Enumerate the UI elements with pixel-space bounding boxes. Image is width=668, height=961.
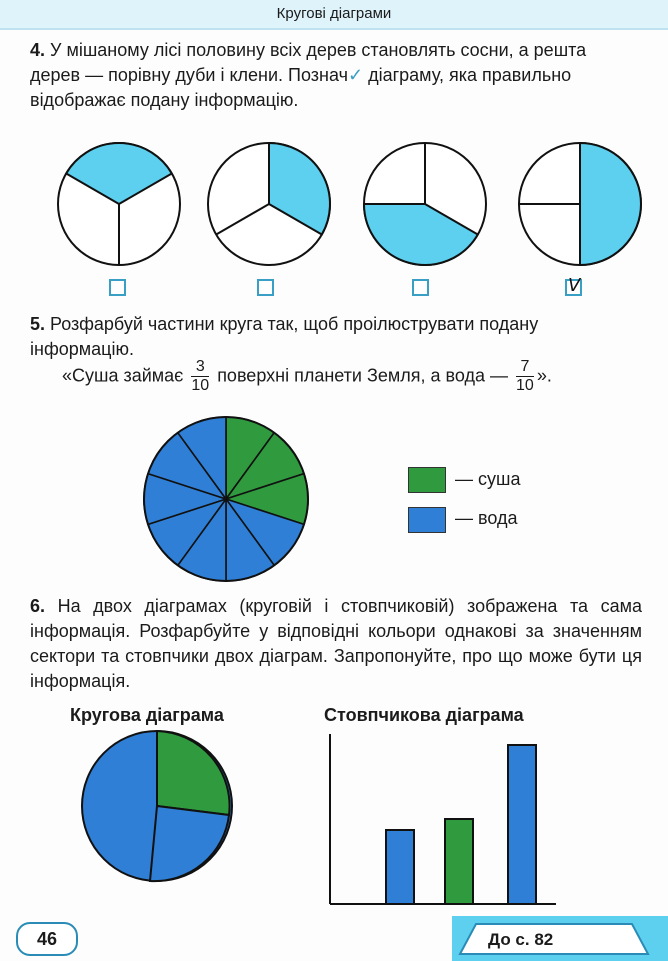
checkbox-option-2[interactable] (257, 279, 274, 296)
legend-water-swatch (408, 507, 446, 533)
page-reference: До с. 82 (488, 930, 554, 949)
bar-diagram-title: Стовпчикова діаграма (324, 705, 524, 725)
task4-text-after: діаграму, яка правильно відображає подану інформацію. (30, 65, 572, 110)
task4-pie-4 (511, 135, 649, 273)
task6-pie (78, 727, 236, 885)
task4-pie-3 (356, 135, 494, 273)
checkbox-option-3[interactable] (412, 279, 429, 296)
reference-ribbon (452, 916, 668, 961)
task5-quote-part3: ». (536, 365, 552, 386)
fraction-water (516, 358, 534, 395)
task5-instruction: Розфарбуй частини круга так, щоб проілюструвати подану інформацію. (30, 314, 539, 359)
checkbox-check-mark: V (568, 275, 581, 296)
task4-number: 4. (30, 40, 46, 60)
task6-number: 6. (30, 596, 46, 616)
task4-pie-1 (50, 135, 188, 273)
checkbox-option-1[interactable] (109, 279, 126, 296)
task5-pie (140, 413, 312, 585)
fraction-water-numerator: 7 (516, 358, 534, 377)
fraction-land (191, 358, 209, 395)
fraction-land-numerator: 3 (191, 358, 209, 377)
task5-text (30, 312, 640, 362)
legend-water-label: — вода (455, 508, 518, 528)
fraction-land-denominator: 10 (191, 377, 210, 394)
task5-quote-part1: «Суша займає (62, 365, 184, 386)
task6-instruction: На двох діаграмах (круговій і стовпчиковій) зображена та сама інформація. Розфарбуйте у відповідні кольори однакові за значенням сектори та стовпчики двох діаграм. Запропонуйте, про що може бути ця інформація. (30, 596, 642, 691)
pie-diagram-title: Кругова діаграма (70, 705, 224, 725)
check-mark-icon: ✓ (347, 65, 364, 85)
fraction-water-denominator: 10 (516, 377, 534, 394)
legend-land-swatch (408, 467, 446, 493)
task4-pie-2 (200, 135, 338, 273)
page-number: 46 (16, 922, 78, 956)
task5-quote (62, 358, 642, 395)
task5-number: 5. (30, 314, 46, 334)
legend-land-label: — суша (455, 469, 521, 489)
task4-text (30, 38, 640, 113)
checkbox-option-4[interactable] (565, 275, 582, 296)
task4-text-before: У мішаному лісі половину всіх дерев становлять сосни, а решта дерев — порівну дуби і клени. Познач (30, 40, 587, 85)
task6-text (30, 594, 642, 694)
task5-quote-part2: поверхні планети Земля, а вода — (217, 365, 508, 386)
task6-bar-chart (328, 732, 558, 910)
page-title: Кругові діаграми (276, 5, 392, 22)
